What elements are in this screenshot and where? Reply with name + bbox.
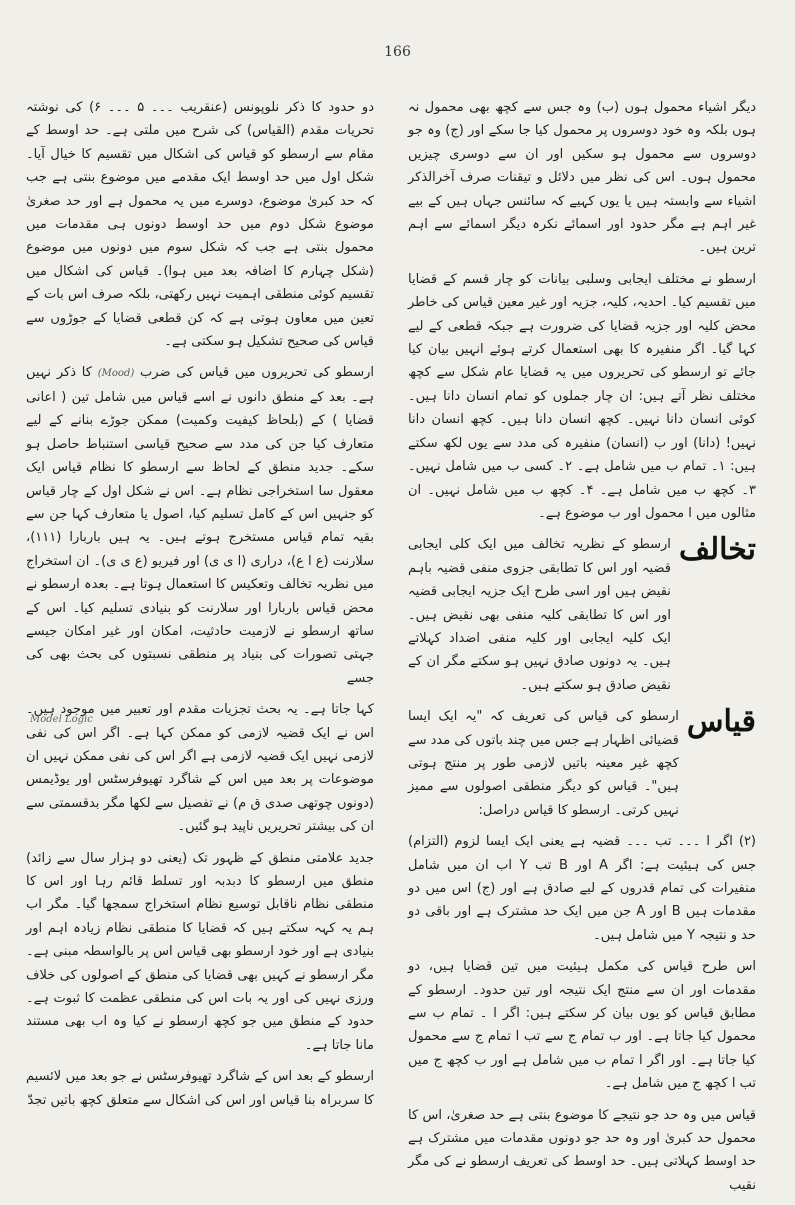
text-segment: ارسطو کی تحریروں میں قیاس کی ضرب	[140, 365, 374, 381]
left-column	[26, 96, 374, 1120]
margin-gloss-model-logic: Model Logic	[30, 714, 93, 725]
page-number: 166	[384, 44, 411, 60]
section-syllogism	[408, 705, 756, 830]
paragraph: ارسطو کے نظریہ تخالف میں ایک کلی ایجابی قضیہ اور اس کا تطابقی جزوی منفی قضیہ باہم نقیض ہیں اور اسی طرح ایک جزیہ ایجابی قضیہ اور اس کا تطابقی کلیہ منفی بھی نقیض ہیں۔ ایک کلیہ ایجابی اور کلیہ منفی اضداد کہلاتے ہیں۔ یہ دونوں صادق نہیں ہو سکتے مگر ان کے نقیض صادق ہو سکتے ہیں۔	[408, 537, 671, 693]
paragraph: دو حدود کا ذکر نلوپونس (عنقریب ۔۔۔ ۵ ۔۔۔ ۶) کی نوشتہ تحریات مقدم (القیاس) کی شرح میں ملتی ہے۔ حد اوسط کے مقام سے ارسطو کو قیاس کی اشکال میں تقسیم کا خیال آیا۔ شکل اول میں حد اوسط ایک مقدمے میں موضوع بنتی ہے جب کہ حد کبریٰ موضوع، دوسرے میں یہ محمول ہے اور حد صغریٰ موضوع شکل دوم میں حد اوسط دونوں ہی مقدمات میں محمول بنتی ہے جب کہ شکل سوم میں دونوں میں موضوع (شکل چہارم کا اضافہ بعد میں ہوا)۔ قیاس کی اشکال میں تقسیم کوئی منطقی اہمیت نہیں رکھتی، بلکہ صرف اس بات کے تعین میں معاون ہوتی ہے کہ کن قطعی قضایا کے جوڑوں سے قیاس کی صحیح تشکیل ہو سکتی ہے۔	[26, 100, 374, 350]
english-gloss-mood: (Mood)	[97, 368, 135, 380]
section-heading-opposition: تخالف	[678, 532, 756, 568]
paragraph: (۲) اگر ا ۔۔۔ تب ۔۔۔ قضیہ ہے یعنی ایک ایسا لزوم (التزام) جس کی ہیئیت ہے: اگر A اور B تب Y اب ان میں شامل منفیرات کی تمام قدروں کے لیے صادق ہے اور (ج) اس میں دو مقدمات ہیں B اور A جن میں ایک حد مشترک ہے اور باقی دو حد و نتیجہ Y میں شامل ہیں۔	[408, 834, 757, 943]
paragraph: ارسطو کے بعد اس کے شاگرد تھیوفرسٹس نے جو بعد میں لائسیم کا سربراہ بنا قیاس اور اس کی اشکال سے متعلق کچھ باتیں تجدّ	[26, 1069, 374, 1108]
section-opposition	[408, 533, 756, 705]
paragraph: جدید علامتی منطق کے ظہور تک (یعنی دو ہزار سال سے زائد) منطق میں ارسطو کا دبدبہ اور تسلط قائم رہا اور اس کا منطقی نظام ناقابل توسیع نظام استخراج سمجھا گیا۔ مگر اب ہم یہ کہہ سکتے ہیں کہ قضایا کا منطقی نظام زیادہ اہم اور بنیادی ہے اور خود ارسطو بھی قیاس اس پر بالواسطہ مبنی ہے۔ مگر ارسطو نے کہیں بھی قضایا کی منطق کے اصولوں کی خلاف ورزی نہیں کی اور یہ بات اس کی منطقی عظمت کا ثبوت ہے۔ حدود کے منطق میں جو کچھ ارسطو نے کیا وہ اب بھی مستند مانا جاتا ہے۔	[26, 850, 374, 1053]
section-heading-syllogism: قیاس	[686, 704, 756, 740]
paragraph-mood	[26, 361, 374, 690]
paragraph: قیاس میں وہ حد جو نتیجے کا موضوع بنتی ہے حد صغریٰ، اس کا محمول حد کبریٰ اور وہ حد جو دونوں مقدمات میں مشترک ہے حد اوسط کہلاتی ہیں۔ حد اوسط کی تعریف ارسطو نے کی مگر نقیب	[408, 1107, 756, 1193]
paragraph: اس طرح قیاس کی مکمل ہیئیت میں تین قضایا ہیں، دو مقدمات اور ان سے منتج ایک نتیجہ اور تین حدود۔ ارسطو کے مطابق قیاس کو یوں بیان کر سکتے ہیں: اگر ا ۔ تمام ب سے محمول کیا جاتا ہے۔ اور ب تمام ج سے تب ا تمام ج سے محمول کیا جاتا ہے۔ اور اگر ا تمام ب میں شامل ہے اور ب کچھ ج میں تب ا کچھ ج میں شامل ہے۔	[408, 959, 756, 1092]
paragraph: ارسطو کی قیاس کی تعریف کہ "یہ ایک ایسا قضیائی اظہار ہے جس میں چند باتوں کی مدد سے کچھ غیر معینہ باتیں لازمی طور پر منتج ہوتی ہیں"۔ قیاس کو دیگر منطقی اصولوں سے ممیز نہیں کرتی۔ ارسطو کا قیاس دراصل:	[408, 709, 679, 818]
paragraph: ارسطو نے مختلف ایجابی وسلبی بیانات کو چار قسم کے قضایا میں تقسیم کیا۔ احدیہ، کلیہ، جزیہ اور غیر معین قیاس کی خاطر محض کلیہ اور جزیہ قضایا کی ضرورت ہے جبکہ قطعی کے لیے کہا گیا۔ اگر منفیرہ کا بھی استعمال کرتے ہوئے انہیں بیان کیا جائے تو ارسطو کی تحریروں میں یہ قضایا عام شکل سے کچھ مختلف نظر آتے ہیں: ان چار جملوں کو تمام انسان دانا ہیں۔ کوئی انسان دانا نہیں۔ کچھ انسان دانا ہیں۔ کچھ انسان دانا نہیں! (دانا) اور ب (انسان) منفیرہ کی مدد سے یوں لکھ سکتے ہیں: ۱۔ تمام ب میں شامل ہے۔ ۲۔ کسی ب میں شامل نہیں۔ ۳۔ کچھ ب میں شامل ہے۔ ۴۔ کچھ ب میں شامل نہیں۔ ان مثالوں میں ا محمول اور ب موضوع ہے۔	[408, 271, 756, 521]
paragraph: کہا جاتا ہے۔ یہ بحث تجزیات مقدم اور تعبیر میں موجود ہیں۔ اس نے ایک قضیہ لازمی کو ممکن کہا ہے۔ اگر اس کی نفی لازمی نہیں ایک قضیہ لازمی ہے اگر اس کی نفی ممکن نہیں ان موضوعات پر بعد میں اس کے شاگرد تھیوفرسٹس اور یوڈیمس (دونوں چوتھی صدی ق م) نے تفصیل سے لکھا مگر بدقسمتی سے ان کی بیشتر تحریریں ناپید ہو گئیں۔	[26, 702, 374, 835]
text-segment: کا ذکر نہیں ہے۔ بعد کے منطق دانوں نے اسے قیاس میں شامل تین ( اعانی قضایا ) کے (بلحاظ کیفیت وکمیت) ممکن جوڑے بنانے کے لیے متعارف کیا جن کی مدد سے صحیح قیاسی استنباط حاصل ہو سکے۔ جدید منطق کے لحاظ سے ارسطو کا نظام قیاس ایک معقول سا استخراجی نظام ہے۔ اس نے شکل اول کے چار قیاس کو جنہیں اس کے کامل تسلیم کیا، اصول یا متعارف کہا جن سے بقیہ تمام قیاس مستخرج ہوتے ہیں۔ یہ ہیں باربارا (۱۱۱)، سلارنت (ع ا ع)، دراری (ا ی ی) اور فیریو (ع ی ی)۔ ان استخراج میں نظریہ تخالف وتعکیس کا استعمال ہوتا ہے۔ بعدہ ارسطو نے محض قیاس باربارا اور سلارنت کو بنیادی تسلیم کیا۔ اس کے ساتھ ارسطو نے لازمیت حادثیت، امکان اور غیر امکان جیسے جہتی تصورات کی بنیاد پر منطقی نسبتوں کی بحث بھی کی جسے	[26, 365, 374, 686]
paragraph: دیگر اشیاء محمول ہوں (ب) وہ جس سے کچھ بھی محمول نہ ہوں بلکہ وہ خود دوسروں پر محمول کیا جا سکے اور (ج) وہ جو دوسروں سے محمول ہو سکیں اور ان سے دوسری چیزیں محمول ہوں۔ اس کی نظر میں دلائل و تیقنات صرف آخرالذکر اشیاء سے وابستہ ہیں یا یوں کہیے کہ سائنس جہاں ہیں کے بیے غیر اہم ہے مگر حدود اور اسمائے نکرہ دیگر اسمائے سے اہم ترین ہیں۔	[408, 100, 756, 256]
right-column	[408, 96, 756, 1205]
